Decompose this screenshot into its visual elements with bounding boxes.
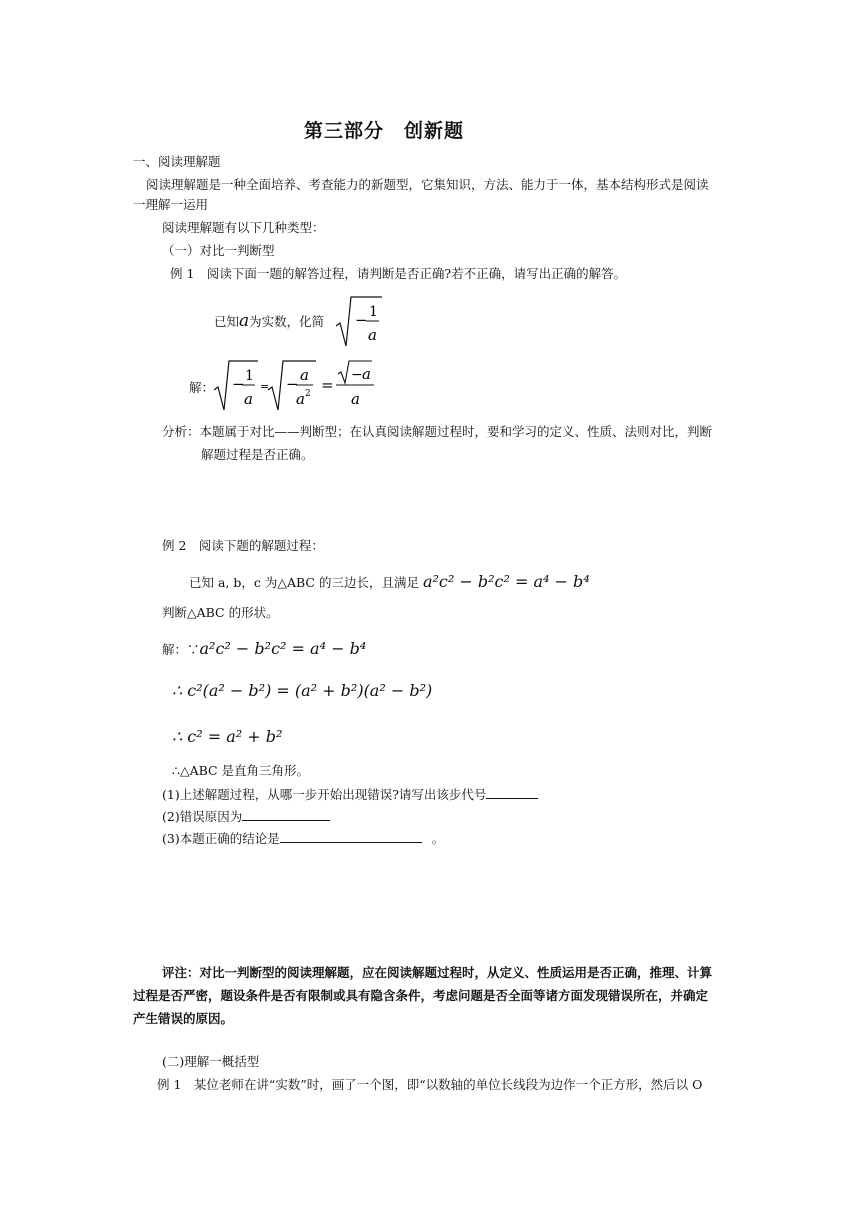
denominator: a [296,390,305,408]
question-text: (2)错误原因为 [162,809,243,824]
answer-blank[interactable] [242,808,330,821]
solution-label: 解： [189,380,215,395]
numerator: 1 [245,368,254,384]
denominator: a [244,390,253,408]
example-2-given [189,573,590,592]
neg-sign: − [355,311,368,329]
solution-step-1 [162,640,366,659]
denominator: a [351,390,360,408]
example-1-label: 例 1 某位老师在讲“实数”时，画了一个图，即“以数轴的单位长线段为边作一个正方形，然后以 O [157,1077,703,1092]
analysis-line: 解题过程是否正确。 [201,447,314,462]
page-title: 第三部分 创新题 [304,120,465,142]
question-1 [162,786,538,804]
question-text: (1)上述解题过程，从哪一步开始出现错误?请写出该步代号 [162,787,487,802]
question-2 [162,808,330,826]
type-heading: (二)理解一概括型 [162,1054,260,1069]
comment-line: 过程是否严密，题设条件是否有限制或具有隐含条件，考虑问题是否全面等诸方面发现错误所在，并确定 [133,988,709,1003]
example-1-label: 例 1 阅读下面一题的解答过程，请判断是否正确?若不正确，请写出正确的解答。 [170,266,627,281]
step-label: 解：∵ [162,642,200,657]
question-end: 。 [431,831,445,846]
solution-step-3: ∴ c² = a² + b² [172,727,283,746]
solution-expression [212,356,382,414]
exponent: 2 [305,389,311,399]
numerator: a [300,366,309,384]
analysis-line: 分析：本题属于对比——判断型；在认真阅读解题过程时，要和学习的定义、性质、法则对比，判断 [162,424,713,439]
given-text: 已知 a, b，c 为△ABC 的三边长，且满足 [189,575,419,590]
judge-line: 判断△ABC 的形状。 [162,605,279,620]
neg-sign: − [286,375,299,393]
solution-step-2: ∴ c²(a² − b²) = (a² + b²)(a² − b²) [172,681,433,700]
radical-expression [334,292,384,350]
given-equation: a²c² − b²c² = a⁴ − b⁴ [422,572,590,591]
given-mid: 为实数，化简 [249,314,325,329]
example-1-given [214,312,324,331]
answer-blank[interactable] [486,786,538,799]
step-equation: a²c² − b²c² = a⁴ − b⁴ [199,639,367,658]
equals-sign: = [260,380,270,393]
question-text: (3)本题正确的结论是 [162,831,280,846]
neg-sign: − [351,367,363,383]
intro-paragraph-line: 一理解一运用 [133,197,209,212]
equals-sign: = [321,376,334,394]
solution-conclusion: ∴△ABC 是直角三角形。 [172,763,310,778]
example-2-label: 例 2 阅读下题的解题过程： [162,538,324,553]
answer-blank[interactable] [280,830,422,843]
given-variable: a [239,311,250,331]
numerator: a [362,365,371,383]
given-prefix: 已知 [214,314,240,329]
types-line: 阅读理解题有以下几种类型： [162,220,325,235]
neg-sign: − [232,375,245,393]
comment-line: 产生错误的原因。 [133,1011,234,1026]
comment-line: 评注：对比一判断型的阅读理解题，应在阅读解题过程时，从定义、性质运用是否正确，推理、计算 [162,965,713,980]
section-heading: 一、阅读理解题 [133,154,221,169]
numerator: 1 [369,304,378,320]
intro-paragraph-line: 阅读理解题是一种全面培养、考查能力的新题型，它集知识，方法、能力于一体，基本结构形式是阅读 [146,177,709,192]
type-heading: （一）对比一判断型 [162,243,275,258]
denominator: a [368,326,377,344]
question-3 [162,830,444,848]
